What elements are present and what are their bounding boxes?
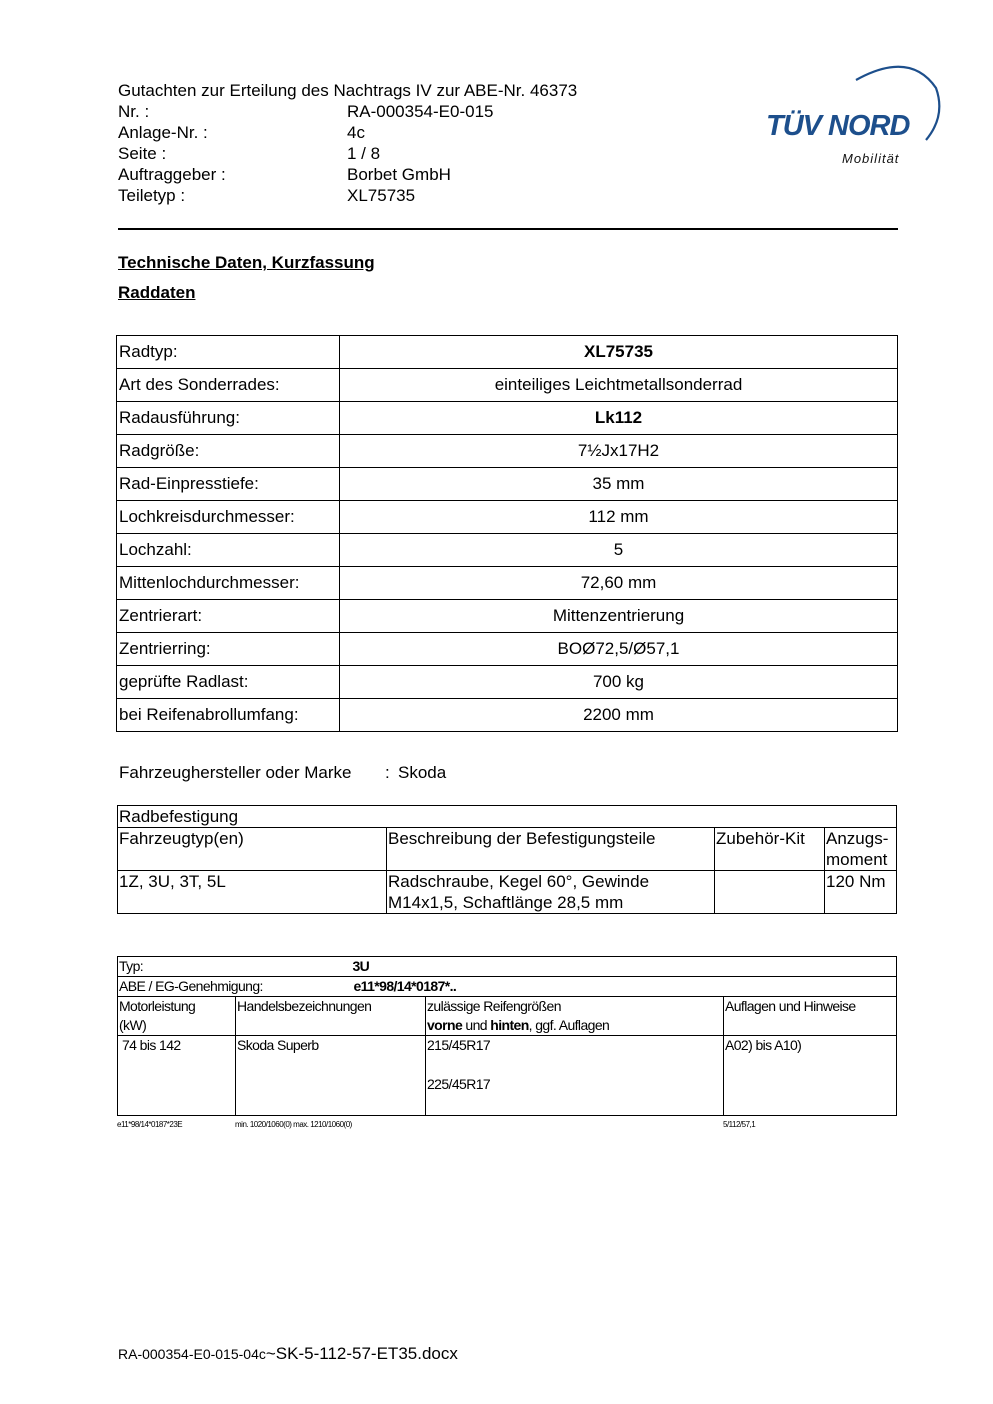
header-value: 1 / 8 (347, 144, 381, 163)
header-row (118, 164, 577, 185)
table-row (117, 369, 898, 402)
column-header (426, 997, 724, 1036)
table-row (117, 435, 898, 468)
table-row (117, 600, 898, 633)
file-name (118, 1344, 458, 1364)
header-row (118, 101, 577, 122)
table-row (118, 977, 897, 997)
row-value: 72,60 mm (340, 567, 898, 600)
row-label: Rad-Einpresstiefe: (117, 468, 340, 501)
table-title: Radbefestigung (118, 806, 897, 828)
header-line: zulässige Reifengrößen (427, 998, 561, 1014)
header-bold: hinten (490, 1017, 529, 1033)
table-row (118, 957, 897, 977)
table-row (117, 501, 898, 534)
table-row (118, 806, 897, 828)
table-row (117, 534, 898, 567)
header-text: und (462, 1017, 491, 1033)
row-value: XL75735 (340, 336, 898, 369)
column-header: Beschreibung der Befestigungsteile (387, 828, 715, 871)
radbefestigung-table (117, 805, 897, 914)
table-row (117, 666, 898, 699)
manufacturer-value: Skoda (398, 763, 447, 782)
row-value: einteiliges Leichtmetallsonderrad (340, 369, 898, 402)
header-label: Teiletyp : (118, 186, 186, 205)
column-header (825, 828, 897, 871)
table-row (117, 402, 898, 435)
row-label: Radausführung: (117, 402, 340, 435)
accessory-kit (715, 871, 825, 914)
column-header (118, 997, 236, 1036)
header-bold: vorne (427, 1017, 463, 1033)
header-row (118, 122, 577, 143)
footnote-c: 5/112/57,1 (723, 1120, 756, 1129)
row-value: Mittenzentrierung (340, 600, 898, 633)
row-value: 112 mm (340, 501, 898, 534)
header-row (118, 143, 577, 164)
header-label: Anlage-Nr. : (118, 123, 208, 142)
description-line: M14x1,5, Schaftlänge 28,5 mm (388, 893, 624, 912)
row-value: BOØ72,5/Ø57,1 (340, 633, 898, 666)
table-header-row (118, 828, 897, 871)
file-name-part1: RA-000354-E0-015-04c (118, 1346, 266, 1362)
header-line: moment (826, 850, 888, 869)
header-line: (kW) (119, 1017, 147, 1033)
row-label: bei Reifenabrollumfang: (117, 699, 340, 732)
header-value: 4c (347, 123, 365, 142)
table-row (118, 1036, 897, 1116)
table-row (117, 468, 898, 501)
table-row (117, 699, 898, 732)
header-line: Anzugs- (826, 829, 889, 848)
header-value: XL75735 (347, 186, 416, 205)
table-footnote (117, 1120, 755, 1129)
row-label: geprüfte Radlast: (117, 666, 340, 699)
row-label: Radgröße: (117, 435, 340, 468)
logo-subtitle: Mobilität (842, 151, 900, 166)
header-label: Seite : (118, 144, 167, 163)
footnote-b: min. 1020/1060(0) max. 1210/1060(0) (235, 1120, 352, 1129)
row-label: Zentrierart: (117, 600, 340, 633)
row-value: 7½Jx17H2 (340, 435, 898, 468)
file-name-part2: ~SK-5-112-57-ET35.docx (265, 1344, 458, 1363)
trade-name: Skoda Superb (236, 1036, 426, 1116)
column-header: Fahrzeugtyp(en) (118, 828, 387, 871)
column-header: Handelsbezeichnungen (236, 997, 426, 1036)
logo-brand: TÜV NORD (766, 110, 910, 142)
conditions: A02) bis A10) (724, 1036, 897, 1116)
row-label: Lochkreisdurchmesser: (117, 501, 340, 534)
footnote-a: e11*98/14*0187*23E (117, 1120, 183, 1129)
abe-label: ABE / EG-Genehmigung: (118, 977, 426, 997)
header-text: , ggf. Auflagen (528, 1017, 610, 1033)
motor-power: 74 bis 142 (118, 1036, 236, 1116)
row-value: 2200 mm (340, 699, 898, 732)
row-value: 5 (340, 534, 898, 567)
typ-value-text: 3U (352, 958, 370, 974)
row-value: Lk112 (340, 402, 898, 435)
manufacturer-line (119, 763, 446, 783)
header-value: Borbet GmbH (347, 165, 451, 184)
table-header-row (118, 997, 897, 1036)
manufacturer-separator: : (385, 763, 390, 782)
header-value: RA-000354-E0-015 (347, 102, 494, 121)
section-title: Technische Daten, Kurzfassung (118, 253, 375, 272)
typ-value (352, 957, 897, 977)
header-label: Auftraggeber : (118, 165, 226, 184)
typ-label: Typ: (118, 957, 426, 977)
vehicle-types: 1Z, 3U, 3T, 5L (118, 871, 387, 914)
tire-size: 215/45R17 (427, 1037, 491, 1053)
column-header: Auflagen und Hinweise (724, 997, 897, 1036)
row-value: 700 kg (340, 666, 898, 699)
tire-sizes (426, 1036, 724, 1116)
column-header: Zubehör-Kit (715, 828, 825, 871)
row-label: Mittenlochdurchmesser: (117, 567, 340, 600)
fastening-description (387, 871, 715, 914)
subsection-title: Raddaten (118, 283, 196, 302)
header-row (118, 185, 577, 206)
row-label: Zentrierring: (117, 633, 340, 666)
row-label: Lochzahl: (117, 534, 340, 567)
tuv-nord-logo (760, 58, 945, 170)
header-divider (118, 228, 898, 230)
abe-value-text: e11*98/14*0187*.. (353, 978, 457, 994)
tire-size: 225/45R17 (427, 1076, 491, 1092)
abe-value (353, 977, 897, 997)
row-label: Radtyp: (117, 336, 340, 369)
table-row (117, 336, 898, 369)
header-line: Motorleistung (119, 998, 196, 1014)
header-label: Nr. : (118, 102, 150, 121)
torque-value: 120 Nm (825, 871, 897, 914)
table-row (117, 567, 898, 600)
row-label: Art des Sonderrades: (117, 369, 340, 402)
row-value: 35 mm (340, 468, 898, 501)
header-line (427, 1016, 722, 1035)
table-row (117, 633, 898, 666)
header-title: Gutachten zur Erteilung des Nachtrags IV zur ABE-Nr. 46373 (118, 81, 578, 100)
description-line: Radschraube, Kegel 60°, Gewinde (388, 872, 650, 891)
raddaten-table (116, 335, 898, 732)
table-row (118, 871, 897, 914)
manufacturer-label: Fahrzeughersteller oder Marke (119, 763, 352, 782)
document-header (118, 80, 577, 206)
typ-table (117, 956, 897, 1116)
